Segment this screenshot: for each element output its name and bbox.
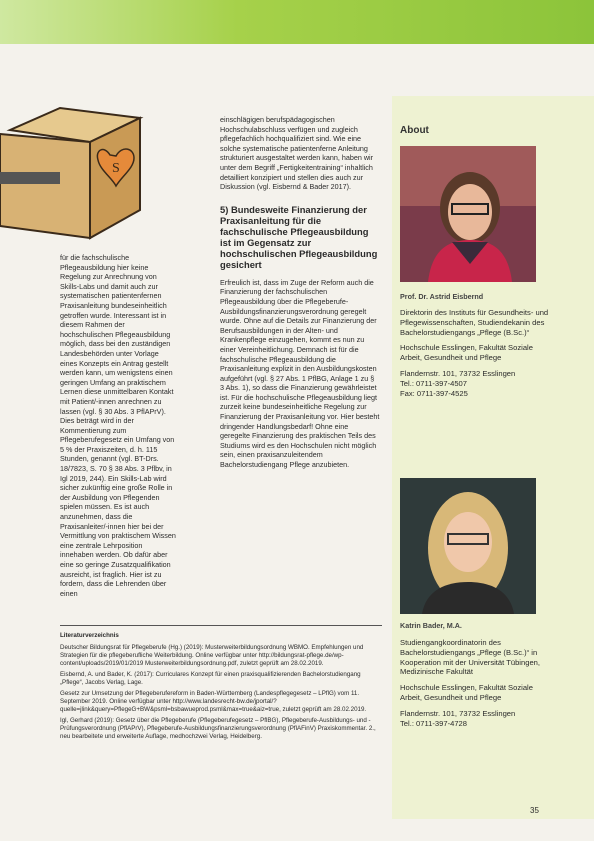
person2-details [400, 638, 550, 734]
person2-name: Katrin Bader, M.A. [400, 621, 462, 630]
about-heading: About [400, 125, 429, 136]
wooden-box-illustration [0, 100, 150, 240]
person2-role: Studiengangkoordinatorin des Bachelorstudiengangs „Pflege (B.Sc.)“ in Kooperation mit der Universität Tübingen, Medizinische Fakultät [400, 638, 540, 677]
reference-item: Gesetz zur Umsetzung der Pflegeberufereform in Baden-Württemberg (Landespflegegesetz – LPflG) vom 11. September 2019. Online verfügbar unter http://www.landesrecht-bw.de/jportal/?quelle=jlink&query=PflegeG+BW&psml=bsbawueprod.psml&max=true&aiz=true, zuletzt geprüft am 28.02.2019. [60, 690, 367, 713]
person1-fax: Fax: 0711-397-4525 [400, 388, 468, 398]
left-text-column [60, 253, 176, 598]
person2-address: Flandernstr. 101, 73732 Esslingen [400, 708, 516, 718]
person1-phone: Tel.: 0711-397-4507 [400, 378, 467, 388]
references-section [60, 625, 382, 744]
person1-role: Direktorin des Instituts für Gesundheits- und Pflegewissenschaften, Studiendekanin des Bachelorstudiengangs „Pflege (B.Sc.)“ [400, 308, 549, 337]
person1-address: Flandernstr. 101, 73732 Esslingen [400, 368, 516, 378]
left-body-text: für die fachschulische Pflegeausbildung hier keine Regelung zur Anrechnung von Skills-Labs und damit auch zur systematischen patientenfernen Praxisanleitung bundeseinheitlich getroffen wurde. Interessant ist in diesem Rahmen der hochschulischen Pflegeausbildung möglich, dass bei den zuständigen Landesbehörden unter Vorlage eines Konzepts ein Antrag gestellt werden kann, um wenigstens einen geringen Umfang an praktischem Lernen diese unmittelbaren Kontakt mit Patient/-innen anrechnen zu lassen (vgl. § 30 Abs. 3 PflAPrV). Dies beträgt wird in der Kommentierung zum Pflegeberufegesetz ein Umfang von 5 % der Praxiszeiten, d. h. 115 Stunden, genannt (vgl. BT-Drs. 18/7823, S. 70 § 38 Abs. 3 Pflbv, in Igl 2019, 244). Ein Skills-Lab wird sicher zukünftig eine große Rolle in der Ausbildung von Pflegenden spielen müssen. Es ist auch anzunehmen, dass die Praxisanleiter/-innen hier bei der Vermittlung von praktischem Wissen eine zentrale Lehrposition innehaben werden. Ob dafür aber eine so geringe Zusatzqualifikation ausreicht, ist fraglich. Hier ist zu fordern, dass die Lehrenden über einen [60, 253, 176, 598]
portrait-photo-eisbernd [400, 146, 536, 282]
section-heading: 5) Bundesweite Finanzierung der Praxisanleitung für die fachschulische Pflegeausbildung ist im Gegensatz zur hochschulischen Pflegeausbildung gesichert [220, 203, 378, 270]
reference-item: Igl, Gerhard (2019): Gesetz über die Pflegeberufe (Pflegeberufegesetz – PflBG), Pflegeberufe-Ausbildungs- und -Prüfungsverordnung (PflAPrV), Pflegeberufe-Ausbildungsfinanzierungsverordnung (PflAFinV) Praxiskommentar. 2., neu bearbeitete und erweiterte Auflage, medhochzwei Verlag, Heidelberg. [60, 717, 376, 740]
person2-institution: Hochschule Esslingen, Fakultät Soziale Arbeit, Gesundheit und Pflege [400, 683, 533, 702]
person1-institution: Hochschule Esslingen, Fakultät Soziale Arbeit, Gesundheit und Pflege [400, 343, 533, 363]
person1-details [400, 308, 550, 404]
page-number: 35 [530, 806, 539, 815]
top-color-bar [0, 0, 594, 44]
person2-phone: Tel.: 0711-397-4728 [400, 718, 467, 728]
middle-text-column [220, 115, 380, 470]
middle-body-text-top: einschlägigen berufspädagogischen Hochschulabschluss verfügen und zugleich pflegefachlich hochqualifiziert sind. Wie eine solche systematische patientenferne Anleitung strukturiert ausgestaltet werden kann, haben wir unter dem Begriff „Fertigkeitentraining“ inhaltlich detailliert konzipiert und stellen dies auch zur Diskussion (vgl. Eisbernd & Bader 2017). [220, 115, 374, 192]
portrait-photo-bader [400, 478, 536, 614]
svg-text:S: S [112, 161, 120, 176]
person1-name: Prof. Dr. Astrid Eisbernd [400, 292, 484, 301]
reference-item: Deutscher Bildungsrat für Pflegeberufe (Hg.) (2019): Musterweiterbildungsordnung WBMO. Empfehlungen und Strategien für die pflegeberufliche Weiterbildung. Online verfügbar unter http://bildungsrat-pflege.de/wp-content/uploads/2019/01/2019 Musterweiterbildungsordnung.pdf, zuletzt geprüft am 28.02.2019. [60, 644, 364, 667]
middle-body-text-bottom: Erfreulich ist, dass im Zuge der Reform auch die Finanzierung der fachschulischen Pflegeausbildung über die Pflegeberufe-Ausbildungsfinanzierungsverordnung geregelt wurde. Ohne auf die Details zur Finanzierung der Berufsausbildungen in der Alten- und Krankenpflege einzugehen, kommt es nun zu einer Vereinheitlichung. Demnach ist für die fachschulische Pflegeausbildung die Praxisanleitung explizit in den Ausbildungskosten aufgeführt (vgl. § 27 Abs. 1 PflBG, Anlage 1 zu § 3 Abs. 1), so dass die Finanzierung gewährleistet ist. Für die hochschulische Pflegeausbildung liegt zurzeit keine bundeseinheitliche Regelung zur Finanzierung der Praxisanleitung vor. Hier besteht dringender Handlungsbedarf! Ohne eine geregelte Finanzierung des praktischen Teils des Studiums wird es den Hochschulen nicht möglich sein, einen praxisanzuleitendem Bachelorstudiengang Pflege anzubieten. [220, 277, 380, 470]
reference-item: Eisbernd, A. und Bader, K. (2017): Curriculares Konzept für einen praxisqualifizierenden Bachelorstudiengang „Pflege“, Jacobs Verlag, Lage. [60, 671, 361, 686]
references-heading: Literaturverzeichnis [60, 632, 119, 639]
